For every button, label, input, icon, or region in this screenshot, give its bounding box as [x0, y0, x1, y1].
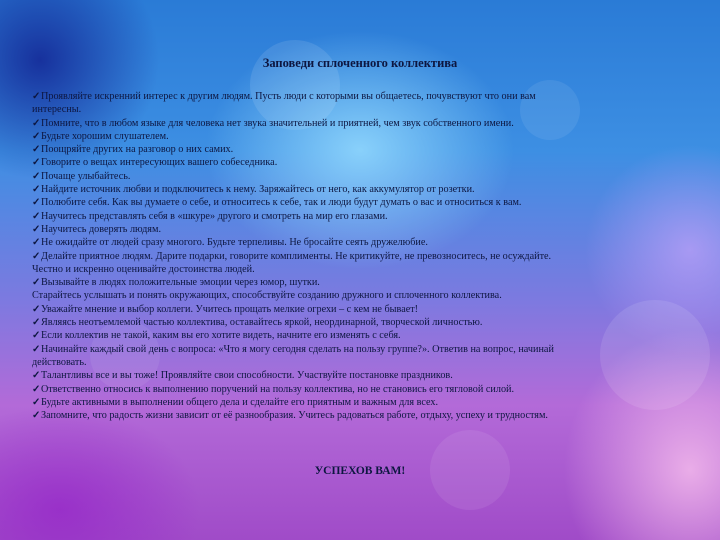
list-item [32, 343, 692, 356]
list-item [32, 409, 692, 422]
list-item-text: Почаще улыбайтесь. [41, 170, 131, 182]
check-mark-icon: ✓ [32, 170, 41, 182]
list-item [32, 303, 692, 316]
list-item-text: Говорите о вещах интересующих вашего собеседника. [41, 157, 278, 169]
list-item [32, 117, 692, 130]
list-item [32, 90, 692, 103]
check-mark-icon: ✓ [32, 184, 41, 196]
list-item [32, 316, 692, 329]
list-item-text: Начинайте каждый свой день с вопроса: «Что я могу сегодня сделать на пользу группе?». Ответив на вопрос, начинай [41, 343, 554, 355]
list-item-text: Научитесь доверять людям. [41, 223, 161, 235]
check-mark-icon: ✓ [32, 130, 41, 142]
check-mark-icon: ✓ [32, 144, 41, 156]
list-item [32, 210, 692, 223]
list-item [32, 103, 692, 116]
slide-title: Заповеди сплоченного коллектива [262, 56, 458, 70]
list-item [32, 250, 692, 263]
list-item [32, 396, 692, 409]
list-item-text: Если коллектив не такой, каким вы его хотите видеть, начните его изменять с себя. [41, 330, 401, 342]
check-mark-icon: ✓ [32, 370, 41, 382]
list-item [32, 289, 692, 302]
list-item [32, 130, 692, 143]
list-item [32, 383, 692, 396]
list-item [32, 276, 692, 289]
list-item-text: Проявляйте искренний интерес к другим людям. Пусть люди с которыми вы общаетесь, почувствуют что они вам [41, 91, 536, 102]
check-mark-icon: ✓ [32, 303, 41, 315]
list-item-text: Поощряйте других на разговор о них самих. [41, 144, 234, 156]
closing-text: УСПЕХОВ ВАМ! [314, 465, 406, 477]
check-mark-icon: ✓ [32, 250, 41, 262]
check-mark-icon: ✓ [32, 343, 41, 355]
check-mark-icon: ✓ [32, 223, 41, 235]
list-item-text: Талантливы все и вы тоже! Проявляйте свои способности. Участвуйте постановке праздников. [41, 370, 453, 382]
list-item [32, 196, 692, 209]
check-mark-icon: ✓ [32, 396, 41, 408]
list-item-text: Запомните, что радость жизни зависит от её разнообразия. Учитесь радоваться работе, отдыху, успеху и трудностям. [41, 410, 548, 422]
list-item [32, 369, 692, 382]
list-item-text: Делайте приятное людям. Дарите подарки, говорите комплименты. Не критикуйте, не превозноситесь, не осуждайте. [41, 250, 552, 262]
check-mark-icon: ✓ [32, 383, 41, 395]
check-mark-icon: ✓ [32, 210, 41, 222]
check-mark-icon: ✓ [32, 237, 41, 249]
list-item [32, 223, 692, 236]
list-item [32, 170, 692, 183]
check-mark-icon: ✓ [32, 117, 41, 129]
list-item [32, 356, 692, 369]
list-item [32, 263, 692, 276]
list-item-text: Честно и искренно оценивайте достоинства людей. [32, 263, 255, 275]
list-item [32, 183, 692, 196]
list-item-text: Не ожидайте от людей сразу многого. Будьте терпеливы. Не бросайте сеять дружелюбие. [41, 237, 428, 249]
check-mark-icon: ✓ [32, 157, 41, 169]
commandments-list [32, 90, 692, 422]
list-item-text: Найдите источник любви и подключитесь к нему. Заряжайтесь от него, как аккумулятор от розетки. [41, 184, 475, 196]
list-item-text: Научитесь представлять себя в «шкуре» другого и смотреть на мир его глазами. [41, 210, 388, 222]
check-mark-icon: ✓ [32, 330, 41, 342]
list-item-text: Ответственно относись к выполнению поручений на пользу коллектива, но не становись его тягловой силой. [41, 383, 515, 395]
list-item-text: Уважайте мнение и выбор коллеги. Учитесь прощать мелкие огрехи – с кем не бывает! [41, 303, 419, 315]
list-item-text: Старайтесь услышать и понять окружающих, способствуйте созданию дружного и сплоченного коллектива. [32, 290, 502, 302]
list-item-text: Будьте хорошим слушателем. [41, 130, 169, 142]
list-item [32, 143, 692, 156]
list-item-text: Будьте активными в выполнении общего дела и сделайте его приятным и важным для всех. [41, 396, 439, 408]
check-mark-icon: ✓ [32, 277, 41, 289]
list-item-text: Полюбите себя. Как вы думаете о себе, и относитесь к себе, так и люди будут думать о вас и относиться к вам. [41, 197, 522, 209]
list-item-text: Являясь неотъемлемой частью коллектива, оставайтесь яркой, неординарной, творческой личностью. [41, 317, 483, 329]
list-item-text: Вызывайте в людях положительные эмоции через юмор, шутки. [41, 277, 320, 289]
list-item [32, 156, 692, 169]
list-item-text: действовать. [32, 356, 87, 368]
check-mark-icon: ✓ [32, 197, 41, 209]
check-mark-icon: ✓ [32, 91, 41, 102]
list-item-text: интересны. [32, 104, 82, 116]
list-item [32, 236, 692, 249]
list-item [32, 329, 692, 342]
check-mark-icon: ✓ [32, 410, 41, 422]
check-mark-icon: ✓ [32, 317, 41, 329]
list-item-text: Помните, что в любом языке для человека нет звука значительней и приятней, чем звук собственного имени. [41, 117, 514, 129]
